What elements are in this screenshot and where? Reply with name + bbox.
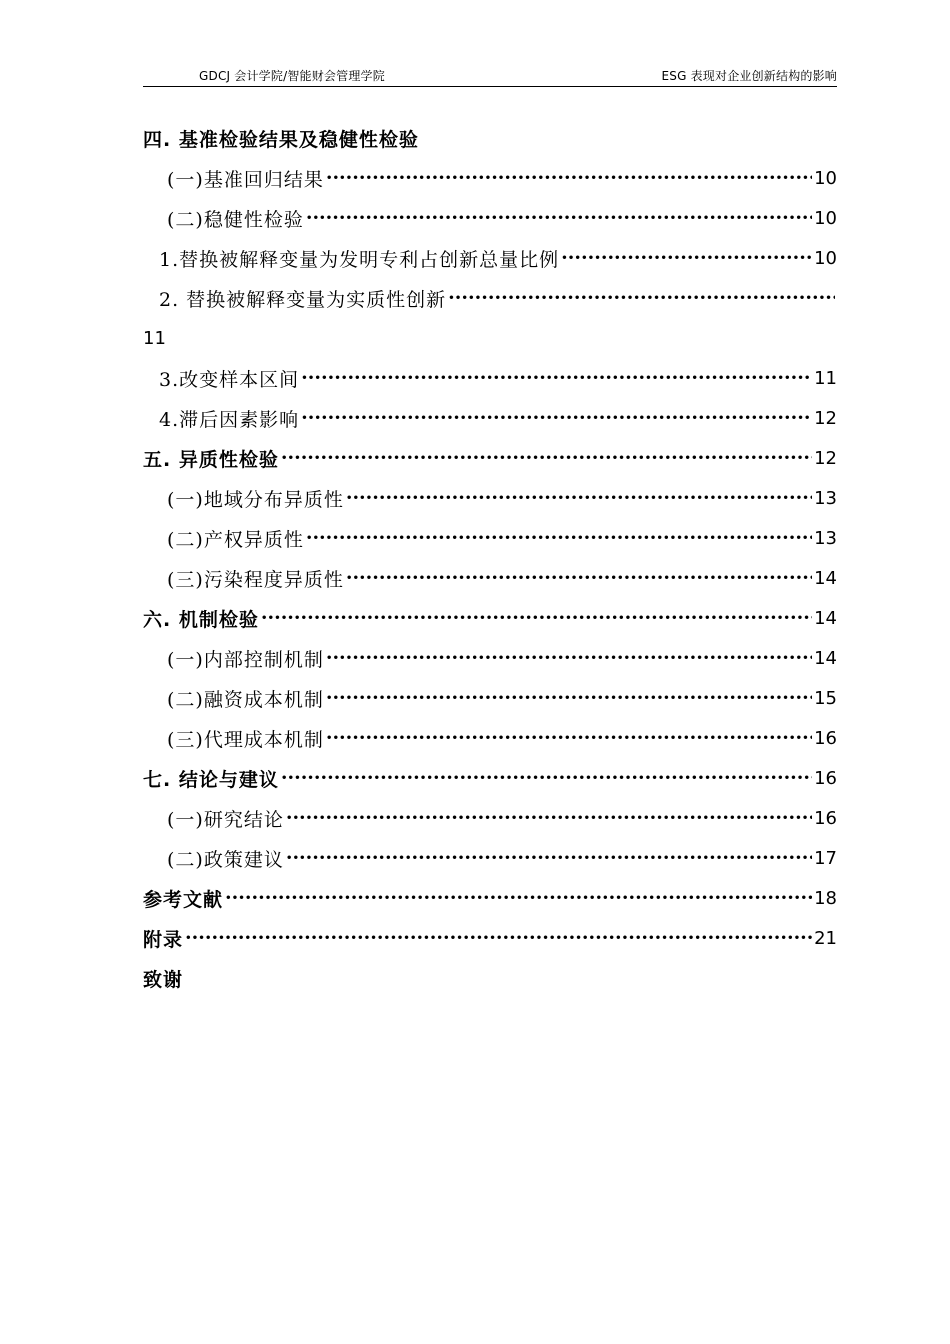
toc-page-number: 12 [814,407,837,429]
toc-leader-dots [286,849,812,868]
toc-entry-title: (一)研究结论 [167,808,284,831]
toc-entry-title: (二)产权异质性 [167,528,304,551]
toc-leader-dots [448,289,835,308]
toc-entry-title: 五. 异质性检验 [143,448,279,471]
toc-entry-section-6[interactable] [143,598,837,638]
toc-entry-4-2-2[interactable] [143,278,837,358]
toc-leader-dots [346,489,812,508]
toc-page-number: 10 [814,167,837,189]
toc-entry-title: (二)政策建议 [167,848,284,871]
toc-entry-title: (二)融资成本机制 [167,688,324,711]
toc-page-number: 10 [814,247,837,269]
toc-entry-title: 致谢 [143,968,184,991]
toc-leader-dots [225,889,812,908]
toc-leader-dots [326,729,812,748]
toc-entry-4-1[interactable] [143,158,837,198]
toc-leader-dots [346,569,812,588]
toc-entry-appendix[interactable] [143,918,837,958]
toc-entry-section-5[interactable] [143,438,837,478]
toc-entry-4-2-1[interactable] [143,238,837,278]
toc-entry-title: 2. 替换被解释变量为实质性创新 [159,288,447,311]
toc-page-number: 13 [814,527,837,549]
table-of-contents [143,118,837,998]
toc-entry-title: 4.滞后因素影响 [159,408,300,431]
toc-entry-title: (三)代理成本机制 [167,728,324,751]
toc-page-number: 10 [814,207,837,229]
toc-page-number: 15 [814,687,837,709]
toc-leader-dots [326,649,812,668]
toc-page-number: 18 [814,887,837,909]
toc-entry-title: 3.改变样本区间 [159,368,300,391]
toc-page-number: 14 [814,647,837,669]
toc-page-number: 14 [814,607,837,629]
toc-page-number: 13 [814,487,837,509]
toc-leader-dots [286,809,812,828]
toc-page-number: 12 [814,447,837,469]
toc-entry-6-2[interactable] [143,678,837,718]
toc-entry-title: 四. 基准检验结果及稳健性检验 [143,128,419,151]
toc-entry-title: (一)地域分布异质性 [167,488,344,511]
toc-leader-dots [281,769,812,788]
page-header [143,64,837,87]
toc-entry-title: (二)稳健性检验 [167,208,304,231]
toc-entry-6-1[interactable] [143,638,837,678]
toc-leader-dots [306,529,812,548]
toc-entry-7-2[interactable] [143,838,837,878]
toc-entry-acknowledgements[interactable] [143,958,837,998]
toc-leader-dots [261,609,812,628]
toc-page-number: 21 [814,927,837,949]
toc-leader-dots [301,409,812,428]
toc-page-number: 11 [143,327,166,349]
toc-entry-5-1[interactable] [143,478,837,518]
toc-entry-title: (三)污染程度异质性 [167,568,344,591]
toc-leader-dots [326,689,812,708]
toc-entry-title: 七. 结论与建议 [143,768,279,791]
toc-entry-4-2-4[interactable] [143,398,837,438]
header-left-text: GDCJ 会计学院/智能财会管理学院 [199,69,385,83]
toc-entry-title: 参考文献 [143,888,224,911]
toc-leader-dots [281,449,812,468]
toc-page-number: 16 [814,727,837,749]
toc-entry-4-2[interactable] [143,198,837,238]
toc-entry-title: 六. 机制检验 [143,608,259,631]
toc-leader-dots [301,369,812,388]
toc-page-number: 16 [814,767,837,789]
header-right-text: ESG 表现对企业创新结构的影响 [661,69,837,83]
toc-entry-section-4[interactable] [143,118,837,158]
toc-leader-dots [306,209,812,228]
toc-page-number: 14 [814,567,837,589]
toc-entry-5-3[interactable] [143,558,837,598]
toc-entry-title: (一)内部控制机制 [167,648,324,671]
toc-entry-section-7[interactable] [143,758,837,798]
toc-entry-4-2-3[interactable] [143,358,837,398]
toc-leader-dots [185,929,812,948]
toc-entry-6-3[interactable] [143,718,837,758]
toc-page-number: 11 [814,367,837,389]
toc-entry-title: (一)基准回归结果 [167,168,324,191]
toc-entry-title: 附录 [143,928,184,951]
toc-page-number: 17 [814,847,837,869]
toc-page-number: 16 [814,807,837,829]
toc-entry-7-1[interactable] [143,798,837,838]
toc-entry-5-2[interactable] [143,518,837,558]
toc-entry-title: 1.替换被解释变量为发明专利占创新总量比例 [159,248,560,271]
toc-leader-dots [326,169,812,188]
toc-entry-references[interactable] [143,878,837,918]
toc-leader-dots [561,249,812,268]
